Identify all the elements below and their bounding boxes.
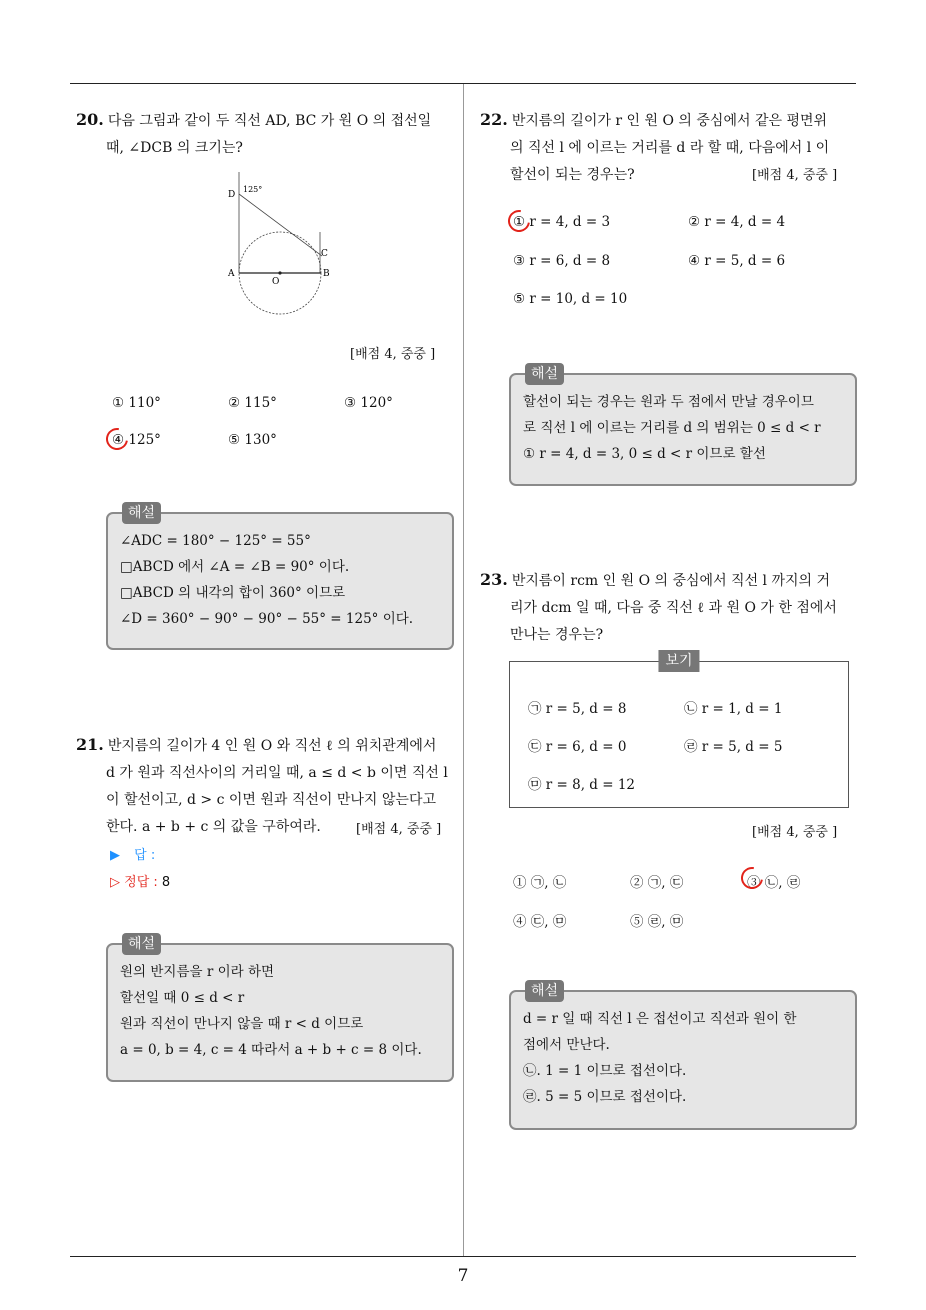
question-number: 23. (480, 570, 508, 589)
example-item: ㉣ r = 5, d = 5 (684, 739, 783, 755)
solution-line: 할선이 되는 경우는 원과 두 점에서 만날 경우이므 (523, 394, 814, 410)
choice-2[interactable]: ② 115° (228, 395, 277, 411)
score-label: [배점 4, 중중 ] (752, 168, 838, 183)
solution-line: □ABCD 의 내각의 합이 360° 이므로 (120, 585, 346, 601)
solution-box (106, 936, 454, 1082)
solution-line: a = 0, b = 4, c = 4 따라서 a + b + c = 8 이다. (120, 1042, 422, 1058)
choice-2[interactable]: ② r = 4, d = 4 (688, 214, 786, 230)
example-tag: 보기 (658, 650, 699, 672)
example-item: ㉠ r = 5, d = 8 (528, 701, 627, 717)
center-dot (278, 271, 281, 274)
line-dc (239, 194, 322, 256)
solution-line: ㉡. 1 = 1 이므로 접선이다. (523, 1063, 687, 1079)
question-text-line: 의 직선 l 에 이르는 거리를 d 라 할 때, 다음에서 l 이 (510, 140, 830, 156)
page-number: 7 (457, 1266, 469, 1286)
question-number: 20. (76, 110, 104, 129)
choice-5[interactable]: ⑤ r = 10, d = 10 (513, 291, 628, 307)
score-label: [배점 4, 중중 ] (752, 825, 838, 840)
solution-line: ∠ADC = 180° − 125° = 55° (120, 533, 311, 549)
solution-tag: 해설 (122, 933, 161, 955)
bottom-rule (70, 1256, 856, 1257)
question-text-line: 리가 dcm 일 때, 다음 중 직선 ℓ 과 원 O 가 한 점에서 (510, 600, 837, 616)
question-text-line: 때, ∠DCB 의 크기는? (106, 140, 243, 156)
correct-value: 8 (161, 875, 171, 890)
play-arrow-icon: ▶ (110, 848, 120, 863)
solution-line: 점에서 만난다. (523, 1037, 610, 1053)
answer-label: 답 : (134, 848, 156, 863)
answer-mark-circle (504, 206, 535, 237)
correct-answer (110, 871, 170, 890)
question-number: 21. (76, 735, 104, 754)
choice-1[interactable]: ① r = 4, d = 3 (513, 214, 611, 230)
solution-line: 로 직선 l 에 이르는 거리를 d 의 범위는 0 ≤ d < r (523, 420, 821, 436)
column-divider (463, 84, 464, 1256)
choice-1[interactable]: ① ㉠, ㉡ (513, 875, 567, 891)
question-text-line: 다음 그림과 같이 두 직선 AD, BC 가 원 O 의 접선일 (107, 113, 432, 129)
example-item: ㉡ r = 1, d = 1 (684, 701, 783, 717)
answer-mark-circle (102, 424, 133, 455)
solution-line: ∠D = 360° − 90° − 90° − 55° = 125° 이다. (120, 611, 414, 627)
solution-line: d = r 일 때 직선 l 은 접선이고 직선과 원이 한 (523, 1011, 797, 1027)
choice-2[interactable]: ② ㉠, ㉢ (630, 875, 684, 891)
solution-line: 원의 반지름을 r 이라 하면 (120, 964, 275, 980)
choice-3[interactable]: ③ r = 6, d = 8 (513, 253, 611, 269)
solution-box (509, 366, 857, 486)
question-20 (76, 106, 461, 162)
question-text-line: 할선이 되는 경우는? (510, 167, 635, 183)
question-text-line: 반지름이 rcm 인 원 O 의 중심에서 직선 l 까지의 거 (511, 573, 831, 589)
label-d: D (228, 190, 236, 200)
solution-box (509, 983, 857, 1130)
tangent-circle-figure (222, 170, 342, 320)
solution-tag: 해설 (525, 363, 564, 385)
label-c: C (321, 249, 328, 259)
score-label: [배점 4, 중중 ] (356, 822, 442, 837)
solution-line: 할선일 때 0 ≤ d < r (120, 990, 245, 1006)
question-number: 22. (480, 110, 508, 129)
question-text-line: 이 할선이고, d > c 이면 원과 직선이 만나지 않는다고 (106, 792, 436, 808)
choice-3[interactable]: ③ 120° (344, 395, 393, 411)
choice-4[interactable]: ④ ㉢, ㉤ (513, 914, 567, 930)
choice-1[interactable]: ① 110° (112, 395, 161, 411)
example-box (509, 653, 849, 808)
choice-5[interactable]: ⑤ ㉣, ㉤ (630, 914, 684, 930)
answer-field[interactable] (110, 844, 155, 863)
correct-label: 정답 : (124, 875, 158, 890)
label-o: O (272, 277, 280, 287)
choice-3[interactable]: ③ ㉡, ㉣ (747, 875, 801, 891)
question-text-line: 만나는 경우는? (510, 627, 604, 643)
choice-4[interactable]: ④ 125° (112, 432, 161, 448)
question-23 (480, 566, 860, 649)
question-text-line: 반지름의 길이가 4 인 원 O 와 직선 ℓ 의 위치관계에서 (107, 738, 437, 754)
solution-line: ㉣. 5 = 5 이므로 접선이다. (523, 1089, 687, 1105)
question-text-line: 한다. a + b + c 의 값을 구하여라. (106, 819, 321, 835)
example-item: ㉤ r = 8, d = 12 (528, 777, 636, 793)
question-text-line: 반지름의 길이가 r 인 원 O 의 중심에서 같은 평면위 (511, 113, 828, 129)
solution-tag: 해설 (525, 980, 564, 1002)
label-a: A (228, 269, 235, 279)
question-text-line: d 가 원과 직선사이의 거리일 때, a ≤ d < b 이면 직선 l (106, 765, 448, 781)
triangle-outline-icon: ▷ (110, 875, 120, 890)
choice-4[interactable]: ④ r = 5, d = 6 (688, 253, 786, 269)
score-label: [배점 4, 중중 ] (350, 347, 436, 362)
label-angle: 125° (243, 185, 263, 194)
choice-5[interactable]: ⑤ 130° (228, 432, 277, 448)
solution-tag: 해설 (122, 502, 161, 524)
label-b: B (323, 269, 330, 279)
solution-line: 원과 직선이 만나지 않을 때 r < d 이므로 (120, 1016, 364, 1032)
solution-line: ① r = 4, d = 3, 0 ≤ d < r 이므로 할선 (523, 446, 766, 462)
example-item: ㉢ r = 6, d = 0 (528, 739, 627, 755)
solution-line: □ABCD 에서 ∠A = ∠B = 90° 이다. (120, 559, 350, 575)
solution-box (106, 505, 454, 650)
